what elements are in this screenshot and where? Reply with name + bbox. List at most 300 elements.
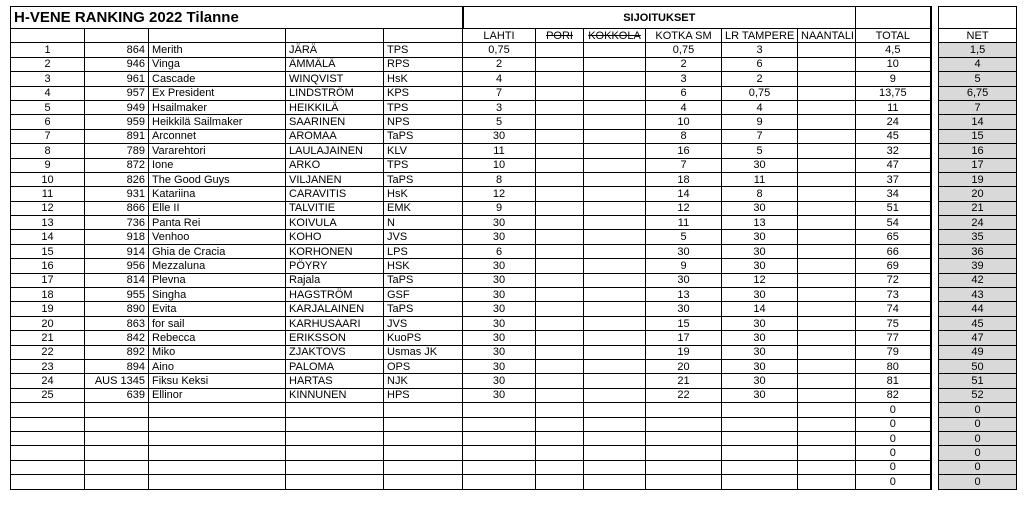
- cell-kotka: 6: [646, 86, 722, 100]
- cell-naantali: [798, 144, 856, 158]
- cell-boat-name: Ione: [149, 158, 286, 172]
- cell-net: 43: [939, 288, 1017, 302]
- cell-sail-number: 892: [85, 345, 149, 359]
- cell-total: 66: [856, 244, 931, 258]
- cell-sail-number: 789: [85, 144, 149, 158]
- cell-pori: [536, 316, 584, 330]
- cell-club: KPS: [384, 86, 463, 100]
- cell-kokkola: [584, 244, 646, 258]
- cell-pori: [536, 72, 584, 86]
- table-row: [11, 431, 1017, 445]
- cell-pori: [536, 273, 584, 287]
- table-row: [11, 244, 1017, 258]
- cell-total: 32: [856, 144, 931, 158]
- cell-skipper: AROMAA: [286, 129, 384, 143]
- cell-rank: 14: [11, 230, 85, 244]
- cell-kokkola: [584, 431, 646, 445]
- cell-total: 73: [856, 288, 931, 302]
- cell-net: 0: [939, 475, 1017, 489]
- cell-lahti: 6: [463, 244, 536, 258]
- cell-rank: [11, 431, 85, 445]
- cell-lahti: [463, 475, 536, 489]
- cell-club: [384, 403, 463, 417]
- cell-lahti: 30: [463, 359, 536, 373]
- cell-club: [384, 460, 463, 474]
- cell-kokkola: [584, 144, 646, 158]
- cell-club: TaPS: [384, 302, 463, 316]
- cell-tampere: 3: [722, 43, 798, 57]
- cell-total: 77: [856, 331, 931, 345]
- cell-rank: 24: [11, 374, 85, 388]
- gap-cell: [931, 144, 939, 158]
- cell-naantali: [798, 431, 856, 445]
- cell-boat-name: Ghia de Cracia: [149, 244, 286, 258]
- cell-kotka: 7: [646, 158, 722, 172]
- cell-kotka: 16: [646, 144, 722, 158]
- cell-club: TaPS: [384, 172, 463, 186]
- cell-lahti: 30: [463, 288, 536, 302]
- cell-boat-name: Miko: [149, 345, 286, 359]
- cell-kokkola: [584, 259, 646, 273]
- cell-sail-number: [85, 460, 149, 474]
- cell-kokkola: [584, 316, 646, 330]
- cell-kotka: 2: [646, 57, 722, 71]
- cell-kotka: [646, 475, 722, 489]
- cell-pori: [536, 172, 584, 186]
- cell-kotka: [646, 417, 722, 431]
- cell-naantali: [798, 158, 856, 172]
- cell-tampere: 30: [722, 359, 798, 373]
- cell-skipper: JÄRÄ: [286, 43, 384, 57]
- header-empty-sail: [85, 29, 149, 43]
- cell-lahti: 30: [463, 331, 536, 345]
- cell-rank: 1: [11, 43, 85, 57]
- cell-boat-name: Elle II: [149, 201, 286, 215]
- cell-skipper: PÖYRY: [286, 259, 384, 273]
- cell-sail-number: [85, 431, 149, 445]
- cell-sail-number: 957: [85, 86, 149, 100]
- cell-lahti: 30: [463, 388, 536, 402]
- gap-cell: [931, 100, 939, 114]
- cell-naantali: [798, 403, 856, 417]
- cell-net: 49: [939, 345, 1017, 359]
- cell-club: OPS: [384, 359, 463, 373]
- cell-kotka: 30: [646, 302, 722, 316]
- table-row: [11, 230, 1017, 244]
- cell-total: 74: [856, 302, 931, 316]
- cell-tampere: 2: [722, 72, 798, 86]
- cell-tampere: 7: [722, 129, 798, 143]
- cell-lahti: 8: [463, 172, 536, 186]
- cell-skipper: PALOMA: [286, 359, 384, 373]
- table-row: [11, 201, 1017, 215]
- cell-kokkola: [584, 446, 646, 460]
- col-header-total: TOTAL: [856, 29, 931, 43]
- cell-net: 0: [939, 403, 1017, 417]
- cell-kokkola: [584, 475, 646, 489]
- cell-lahti: 30: [463, 302, 536, 316]
- title-row: [11, 7, 1017, 29]
- cell-naantali: [798, 172, 856, 186]
- cell-kokkola: [584, 72, 646, 86]
- cell-club: TPS: [384, 43, 463, 57]
- cell-naantali: [798, 374, 856, 388]
- cell-sail-number: 956: [85, 259, 149, 273]
- cell-sail-number: [85, 417, 149, 431]
- cell-skipper: [286, 460, 384, 474]
- cell-rank: 15: [11, 244, 85, 258]
- cell-net: 44: [939, 302, 1017, 316]
- cell-kokkola: [584, 115, 646, 129]
- cell-club: [384, 446, 463, 460]
- cell-naantali: [798, 129, 856, 143]
- table-row: [11, 288, 1017, 302]
- cell-sail-number: 949: [85, 100, 149, 114]
- cell-rank: [11, 446, 85, 460]
- cell-rank: 8: [11, 144, 85, 158]
- cell-tampere: 30: [722, 201, 798, 215]
- cell-lahti: 30: [463, 259, 536, 273]
- cell-naantali: [798, 475, 856, 489]
- cell-boat-name: [149, 460, 286, 474]
- cell-naantali: [798, 345, 856, 359]
- cell-rank: [11, 475, 85, 489]
- cell-lahti: 7: [463, 86, 536, 100]
- cell-club: JVS: [384, 316, 463, 330]
- cell-total: 13,75: [856, 86, 931, 100]
- cell-tampere: 12: [722, 273, 798, 287]
- cell-naantali: [798, 460, 856, 474]
- cell-skipper: KOHO: [286, 230, 384, 244]
- cell-club: TPS: [384, 158, 463, 172]
- cell-kokkola: [584, 374, 646, 388]
- gap-cell: [931, 431, 939, 445]
- table-row: [11, 359, 1017, 373]
- cell-kokkola: [584, 302, 646, 316]
- table-row: [11, 331, 1017, 345]
- cell-sail-number: 931: [85, 187, 149, 201]
- cell-kokkola: [584, 43, 646, 57]
- cell-skipper: KARHUSAARI: [286, 316, 384, 330]
- gap-cell: [931, 7, 939, 29]
- cell-naantali: [798, 359, 856, 373]
- cell-rank: 3: [11, 72, 85, 86]
- cell-sail-number: 639: [85, 388, 149, 402]
- cell-boat-name: for sail: [149, 316, 286, 330]
- cell-rank: 21: [11, 331, 85, 345]
- cell-naantali: [798, 417, 856, 431]
- cell-rank: 22: [11, 345, 85, 359]
- cell-net: 0: [939, 446, 1017, 460]
- cell-rank: 4: [11, 86, 85, 100]
- gap-cell: [931, 216, 939, 230]
- cell-club: Usmas JK: [384, 345, 463, 359]
- cell-club: [384, 475, 463, 489]
- col-header-naantali: NAANTALI: [798, 29, 856, 43]
- cell-pori: [536, 475, 584, 489]
- gap-cell: [931, 259, 939, 273]
- cell-tampere: 14: [722, 302, 798, 316]
- cell-net: 5: [939, 72, 1017, 86]
- cell-boat-name: Vararehtori: [149, 144, 286, 158]
- cell-pori: [536, 144, 584, 158]
- cell-pori: [536, 302, 584, 316]
- gap-cell: [931, 288, 939, 302]
- cell-tampere: 30: [722, 331, 798, 345]
- gap-cell: [931, 446, 939, 460]
- cell-net: 45: [939, 316, 1017, 330]
- cell-boat-name: The Good Guys: [149, 172, 286, 186]
- cell-rank: [11, 460, 85, 474]
- cell-rank: 11: [11, 187, 85, 201]
- cell-rank: 10: [11, 172, 85, 186]
- cell-total: 45: [856, 129, 931, 143]
- table-row: [11, 86, 1017, 100]
- total-header-spacer: [856, 7, 931, 29]
- cell-skipper: ÄMMÄLÄ: [286, 57, 384, 71]
- gap-cell: [931, 388, 939, 402]
- sheet-title: H-VENE RANKING 2022 Tilanne: [11, 7, 463, 29]
- cell-boat-name: Fiksu Keksi: [149, 374, 286, 388]
- cell-net: 47: [939, 331, 1017, 345]
- gap-cell: [931, 201, 939, 215]
- cell-pori: [536, 388, 584, 402]
- cell-club: GSF: [384, 288, 463, 302]
- sijoitukset-header: SIJOITUKSET: [463, 7, 856, 29]
- cell-lahti: [463, 403, 536, 417]
- cell-pori: [536, 216, 584, 230]
- gap-cell: [931, 158, 939, 172]
- cell-total: 4,5: [856, 43, 931, 57]
- cell-kokkola: [584, 230, 646, 244]
- table-row: [11, 475, 1017, 489]
- col-header-tampere: LR TAMPERE: [722, 29, 798, 43]
- cell-lahti: 30: [463, 216, 536, 230]
- cell-skipper: KINNUNEN: [286, 388, 384, 402]
- cell-pori: [536, 230, 584, 244]
- cell-skipper: WINQVIST: [286, 72, 384, 86]
- cell-skipper: CARAVITIS: [286, 187, 384, 201]
- cell-club: TaPS: [384, 273, 463, 287]
- cell-club: NPS: [384, 115, 463, 129]
- cell-naantali: [798, 100, 856, 114]
- cell-kotka: 15: [646, 316, 722, 330]
- cell-kotka: [646, 460, 722, 474]
- cell-club: HsK: [384, 187, 463, 201]
- gap-cell: [931, 244, 939, 258]
- cell-skipper: ZJAKTOVS: [286, 345, 384, 359]
- cell-club: EMK: [384, 201, 463, 215]
- cell-net: 39: [939, 259, 1017, 273]
- table-row: [11, 172, 1017, 186]
- cell-boat-name: Rebecca: [149, 331, 286, 345]
- gap-cell: [931, 115, 939, 129]
- cell-pori: [536, 86, 584, 100]
- cell-total: 0: [856, 417, 931, 431]
- cell-pori: [536, 359, 584, 373]
- cell-lahti: 11: [463, 144, 536, 158]
- cell-kokkola: [584, 331, 646, 345]
- cell-pori: [536, 374, 584, 388]
- cell-naantali: [798, 230, 856, 244]
- cell-kotka: 20: [646, 359, 722, 373]
- cell-rank: 19: [11, 302, 85, 316]
- cell-sail-number: 842: [85, 331, 149, 345]
- cell-sail-number: 866: [85, 201, 149, 215]
- cell-skipper: SAARINEN: [286, 115, 384, 129]
- cell-total: 0: [856, 403, 931, 417]
- cell-pori: [536, 115, 584, 129]
- cell-sail-number: [85, 446, 149, 460]
- cell-boat-name: Singha: [149, 288, 286, 302]
- cell-boat-name: Katariina: [149, 187, 286, 201]
- cell-tampere: 30: [722, 388, 798, 402]
- cell-tampere: 4: [722, 100, 798, 114]
- cell-net: 50: [939, 359, 1017, 373]
- gap-cell: [931, 359, 939, 373]
- table-row: [11, 115, 1017, 129]
- net-header-spacer: [939, 7, 1017, 29]
- cell-kotka: 18: [646, 172, 722, 186]
- cell-skipper: KOIVULA: [286, 216, 384, 230]
- cell-naantali: [798, 244, 856, 258]
- cell-net: 52: [939, 388, 1017, 402]
- cell-boat-name: Hsailmaker: [149, 100, 286, 114]
- cell-lahti: 9: [463, 201, 536, 215]
- cell-skipper: [286, 475, 384, 489]
- cell-skipper: [286, 446, 384, 460]
- cell-kotka: 21: [646, 374, 722, 388]
- cell-kokkola: [584, 403, 646, 417]
- gap-cell: [931, 302, 939, 316]
- cell-tampere: 6: [722, 57, 798, 71]
- cell-rank: 23: [11, 359, 85, 373]
- cell-pori: [536, 57, 584, 71]
- cell-pori: [536, 43, 584, 57]
- cell-lahti: 10: [463, 158, 536, 172]
- cell-rank: 20: [11, 316, 85, 330]
- cell-naantali: [798, 331, 856, 345]
- cell-pori: [536, 403, 584, 417]
- cell-kotka: 8: [646, 129, 722, 143]
- cell-rank: 2: [11, 57, 85, 71]
- column-header-row: [11, 29, 1017, 43]
- cell-naantali: [798, 216, 856, 230]
- cell-rank: [11, 403, 85, 417]
- header-empty-boat: [149, 29, 286, 43]
- cell-sail-number: 736: [85, 216, 149, 230]
- cell-lahti: 3: [463, 100, 536, 114]
- cell-skipper: LINDSTRÖM: [286, 86, 384, 100]
- cell-total: 11: [856, 100, 931, 114]
- cell-total: 9: [856, 72, 931, 86]
- cell-total: 81: [856, 374, 931, 388]
- cell-naantali: [798, 115, 856, 129]
- cell-pori: [536, 345, 584, 359]
- cell-boat-name: Mezzaluna: [149, 259, 286, 273]
- cell-lahti: 5: [463, 115, 536, 129]
- cell-lahti: 0,75: [463, 43, 536, 57]
- cell-tampere: [722, 417, 798, 431]
- cell-net: 4: [939, 57, 1017, 71]
- cell-total: 51: [856, 201, 931, 215]
- cell-total: 0: [856, 475, 931, 489]
- cell-kotka: 13: [646, 288, 722, 302]
- cell-sail-number: 872: [85, 158, 149, 172]
- cell-rank: 7: [11, 129, 85, 143]
- cell-sail-number: 946: [85, 57, 149, 71]
- cell-tampere: 30: [722, 345, 798, 359]
- table-row: [11, 100, 1017, 114]
- cell-total: 34: [856, 187, 931, 201]
- cell-rank: 6: [11, 115, 85, 129]
- table-row: [11, 316, 1017, 330]
- cell-club: TaPS: [384, 129, 463, 143]
- cell-kokkola: [584, 359, 646, 373]
- cell-lahti: 30: [463, 230, 536, 244]
- cell-boat-name: Arconnet: [149, 129, 286, 143]
- cell-total: 10: [856, 57, 931, 71]
- cell-rank: 13: [11, 216, 85, 230]
- cell-boat-name: Heikkilä Sailmaker: [149, 115, 286, 129]
- cell-pori: [536, 460, 584, 474]
- cell-club: HsK: [384, 72, 463, 86]
- cell-tampere: [722, 403, 798, 417]
- cell-net: 16: [939, 144, 1017, 158]
- cell-net: 19: [939, 172, 1017, 186]
- cell-naantali: [798, 86, 856, 100]
- gap-cell: [931, 129, 939, 143]
- cell-skipper: LAULAJAINEN: [286, 144, 384, 158]
- cell-total: 0: [856, 431, 931, 445]
- cell-tampere: 30: [722, 374, 798, 388]
- cell-skipper: ERIKSSON: [286, 331, 384, 345]
- cell-lahti: [463, 431, 536, 445]
- cell-club: N: [384, 216, 463, 230]
- cell-skipper: HEIKKILÄ: [286, 100, 384, 114]
- cell-kotka: [646, 431, 722, 445]
- cell-kotka: 9: [646, 259, 722, 273]
- cell-lahti: [463, 417, 536, 431]
- cell-naantali: [798, 201, 856, 215]
- cell-skipper: ARKO: [286, 158, 384, 172]
- cell-net: 21: [939, 201, 1017, 215]
- cell-sail-number: AUS 1345: [85, 374, 149, 388]
- cell-naantali: [798, 288, 856, 302]
- gap-cell: [931, 331, 939, 345]
- cell-kokkola: [584, 201, 646, 215]
- gap-cell: [931, 230, 939, 244]
- cell-net: 35: [939, 230, 1017, 244]
- gap-cell: [931, 345, 939, 359]
- cell-skipper: KARJALAINEN: [286, 302, 384, 316]
- gap-cell: [931, 460, 939, 474]
- cell-net: 20: [939, 187, 1017, 201]
- cell-kokkola: [584, 57, 646, 71]
- cell-net: 14: [939, 115, 1017, 129]
- cell-tampere: 9: [722, 115, 798, 129]
- cell-sail-number: 894: [85, 359, 149, 373]
- table-row: [11, 158, 1017, 172]
- col-header-pori: PORI: [536, 29, 584, 43]
- table-row: [11, 216, 1017, 230]
- cell-sail-number: 890: [85, 302, 149, 316]
- cell-rank: 17: [11, 273, 85, 287]
- cell-net: 0: [939, 460, 1017, 474]
- cell-naantali: [798, 388, 856, 402]
- cell-tampere: 30: [722, 244, 798, 258]
- cell-club: TPS: [384, 100, 463, 114]
